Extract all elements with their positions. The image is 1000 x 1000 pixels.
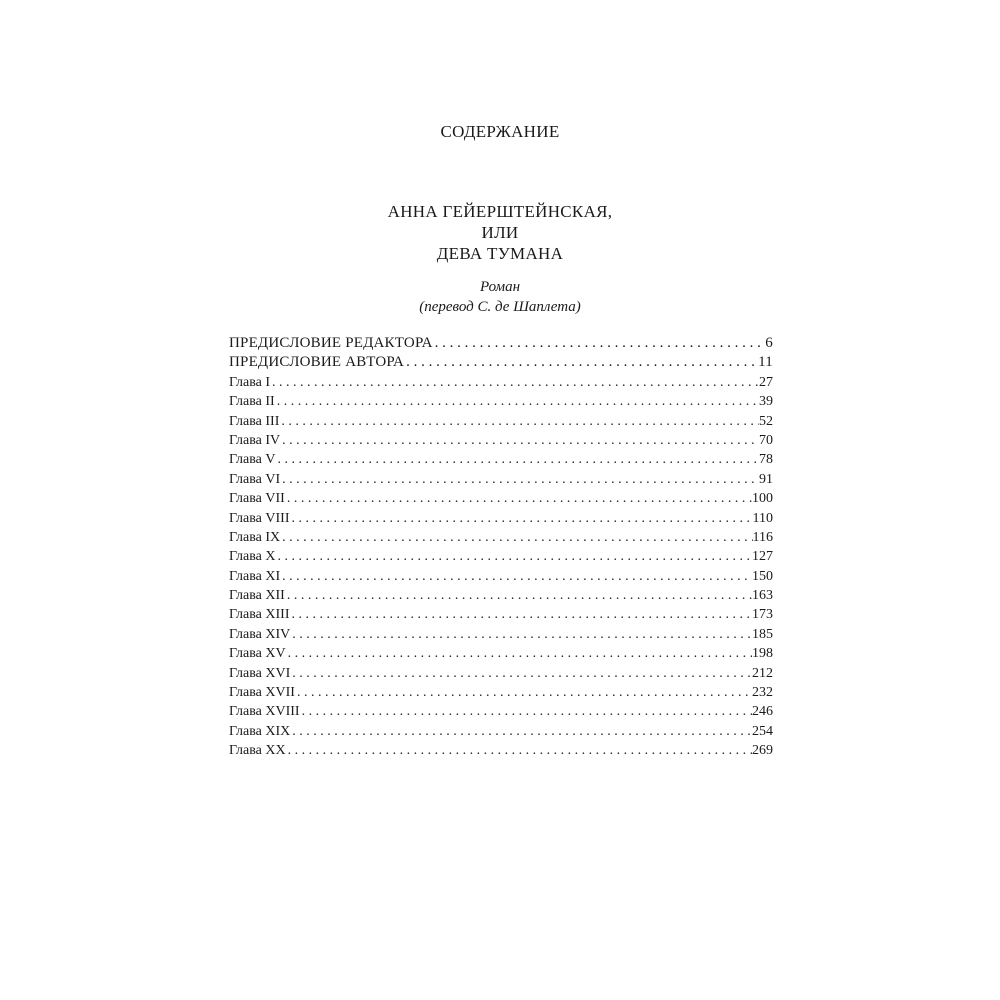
toc-entry (229, 722, 773, 741)
toc-entry-label: Глава XVII (229, 685, 295, 701)
toc-entry-page-number: 232 (752, 685, 773, 701)
toc-entry (229, 489, 773, 508)
toc-entry-label: Глава XIII (229, 607, 290, 623)
toc-dot-leader (279, 412, 759, 431)
toc-entry-page-number: 254 (752, 723, 773, 739)
toc-entry (229, 509, 773, 528)
toc-entry-page-number: 6 (765, 335, 773, 351)
toc-entry (229, 412, 773, 431)
book-subtitle (0, 277, 1000, 317)
toc-dot-leader (289, 605, 752, 624)
toc-entry-label: Глава XII (229, 588, 285, 604)
toc-entry-label: Глава I (229, 374, 271, 390)
toc-entry-page-number: 110 (752, 510, 773, 526)
toc-entry-label: Глава XIX (229, 723, 291, 739)
book-title-line-1: АННА ГЕЙЕРШТЕЙНСКАЯ, (387, 202, 613, 221)
toc-dot-leader (433, 334, 766, 353)
toc-dot-leader (280, 431, 759, 450)
toc-entry (229, 683, 773, 702)
toc-entry (229, 431, 773, 450)
toc-dot-leader (285, 489, 752, 508)
toc-entry (229, 605, 773, 624)
toc-entry (229, 664, 773, 683)
toc-entry-label: ПРЕДИСЛОВИЕ РЕДАКТОРА (229, 335, 433, 351)
toc-dot-leader (290, 625, 752, 644)
toc-entry-label: Глава XI (229, 568, 281, 584)
toc-entry (229, 450, 773, 469)
toc-entry-page-number: 163 (752, 588, 773, 604)
toc-entry-page-number: 127 (752, 549, 773, 565)
toc-entry-label: Глава XIV (229, 626, 291, 642)
toc-dot-leader (275, 392, 759, 411)
toc-dot-leader (285, 586, 752, 605)
toc-entry-label: Глава V (229, 452, 276, 468)
toc-entry-page-number: 246 (752, 704, 773, 720)
toc-entry-page-number: 91 (759, 471, 773, 487)
toc-dot-leader (286, 741, 752, 760)
toc-entry (229, 353, 773, 372)
book-translation: (перевод С. де Шаплета) (419, 299, 581, 315)
toc-entry-page-number: 116 (752, 529, 773, 545)
toc-entry (229, 547, 773, 566)
toc-entry-page-number: 70 (759, 432, 773, 448)
toc-entry-page-number: 198 (752, 646, 773, 662)
toc-dot-leader (286, 644, 752, 663)
toc-dot-leader (280, 528, 752, 547)
toc-entry (229, 644, 773, 663)
toc-dot-leader (280, 567, 752, 586)
toc-entry-page-number: 100 (752, 491, 773, 507)
toc-entry-label: Глава X (229, 549, 276, 565)
book-title-line-3: ДЕВА ТУМАНА (436, 244, 564, 263)
toc-entry (229, 625, 773, 644)
toc-dot-leader (295, 683, 752, 702)
toc-entry (229, 567, 773, 586)
table-of-contents (229, 334, 773, 761)
toc-dot-leader (270, 373, 759, 392)
toc-entry (229, 373, 773, 392)
toc-entry-label: Глава VIII (229, 510, 290, 526)
toc-entry-page-number: 150 (752, 568, 773, 584)
toc-entry-label: Глава VI (229, 471, 281, 487)
book-title-line-2: ИЛИ (481, 223, 519, 242)
toc-entry-page-number: 212 (752, 665, 773, 681)
toc-entry-page-number: 185 (752, 626, 773, 642)
toc-entry-page-number: 269 (752, 743, 773, 759)
book-title (0, 201, 1000, 264)
toc-dot-leader (276, 450, 760, 469)
toc-entry-label: Глава XVIII (229, 704, 300, 720)
toc-entry-label: Глава XV (229, 646, 286, 662)
toc-entry-label: Глава III (229, 413, 280, 429)
toc-entry-label: Глава VII (229, 491, 285, 507)
toc-entry-label: Глава XVI (229, 665, 291, 681)
toc-entry-label: Глава II (229, 394, 275, 410)
toc-dot-leader (280, 470, 759, 489)
toc-dot-leader (289, 509, 752, 528)
toc-entry (229, 528, 773, 547)
toc-entry (229, 470, 773, 489)
toc-dot-leader (404, 353, 758, 372)
toc-dot-leader (300, 702, 752, 721)
toc-dot-leader (276, 547, 753, 566)
toc-entry (229, 586, 773, 605)
toc-entry (229, 392, 773, 411)
toc-entry-label: Глава IV (229, 432, 281, 448)
toc-entry-label: Глава XX (229, 743, 286, 759)
toc-entry-label: ПРЕДИСЛОВИЕ АВТОРА (229, 354, 405, 371)
toc-entry-page-number: 11 (758, 354, 773, 371)
toc-entry-page-number: 27 (759, 374, 773, 390)
toc-dot-leader (290, 722, 752, 741)
toc-entry-page-number: 78 (759, 452, 773, 468)
toc-entry-page-number: 39 (759, 394, 773, 410)
contents-title: СОДЕРЖАНИЕ (440, 122, 560, 141)
toc-entry-label: Глава IX (229, 529, 281, 545)
toc-entry (229, 334, 773, 353)
book-genre: Роман (479, 279, 521, 295)
toc-entry (229, 702, 773, 721)
toc-entry-page-number: 52 (759, 413, 773, 429)
toc-dot-leader (290, 664, 752, 683)
toc-entry-page-number: 173 (752, 607, 773, 623)
toc-entry (229, 741, 773, 760)
